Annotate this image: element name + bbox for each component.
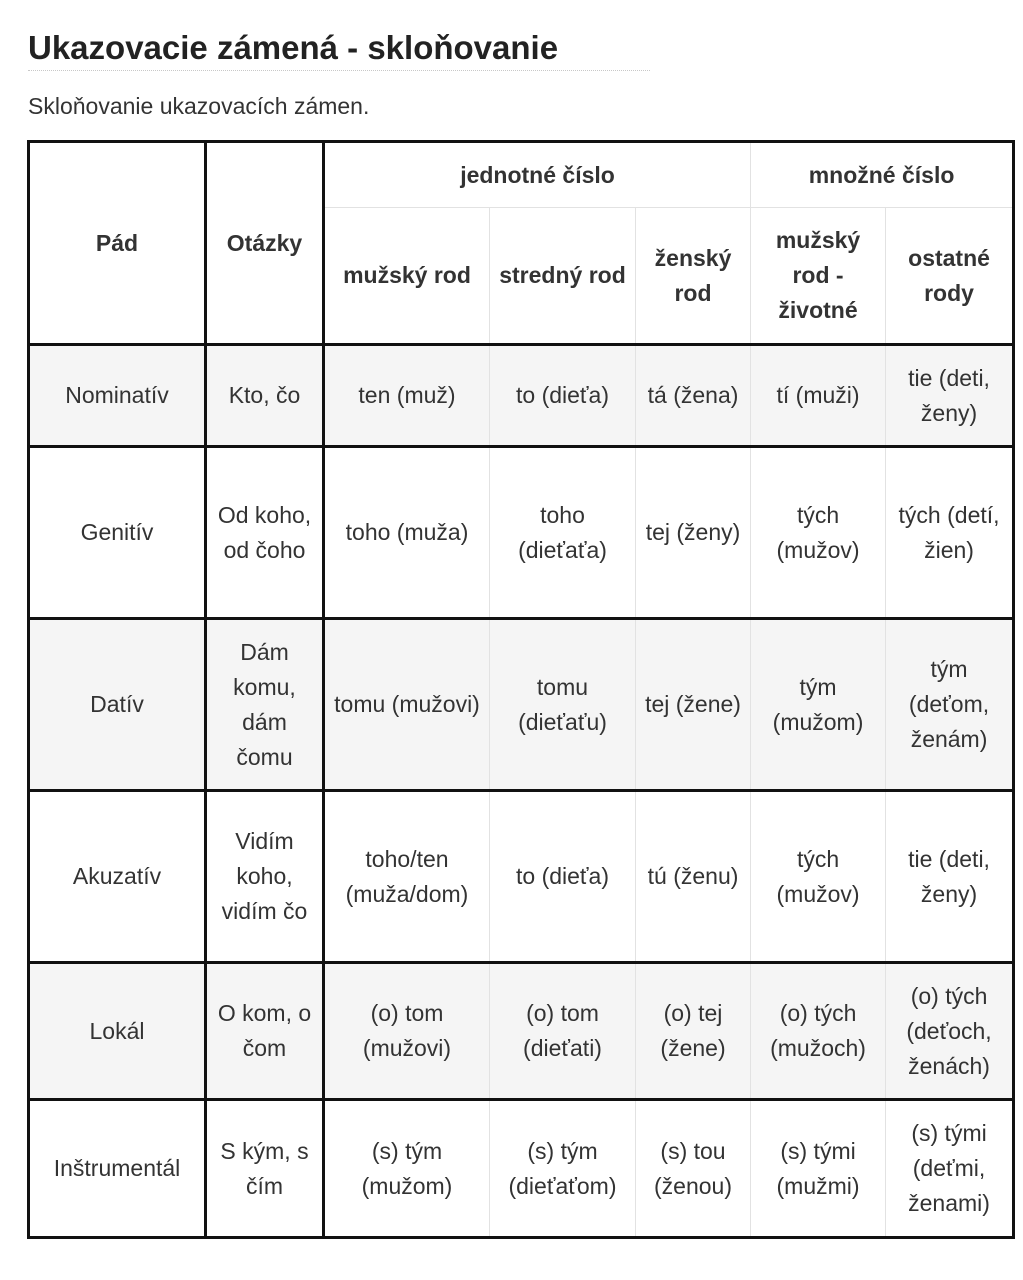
header-otazky: Otázky — [206, 142, 324, 345]
cell-other-pl: tým (deťom, ženám) — [886, 619, 1014, 791]
cell-masc-anim-pl: (o) tých (mužoch) — [751, 963, 886, 1100]
cell-pad: Lokál — [29, 963, 206, 1100]
header-singular: jednotné číslo — [324, 142, 751, 208]
cell-pad: Nominatív — [29, 345, 206, 447]
cell-other-pl: tie (deti, ženy) — [886, 345, 1014, 447]
cell-masc-anim-pl: tým (mužom) — [751, 619, 886, 791]
page-subtitle: Skloňovanie ukazovacích zámen. — [28, 93, 370, 119]
table-row — [29, 345, 1014, 447]
table-row — [29, 447, 1014, 619]
cell-masc-anim-pl: (s) tými (mužmi) — [751, 1100, 886, 1238]
cell-masc: toho (muža) — [324, 447, 490, 619]
cell-masc: (o) tom (mužovi) — [324, 963, 490, 1100]
cell-other-pl: tie (deti, ženy) — [886, 791, 1014, 963]
cell-masc-anim-pl: tí (muži) — [751, 345, 886, 447]
cell-masc: tomu (mužovi) — [324, 619, 490, 791]
cell-otazky: O kom, o čom — [206, 963, 324, 1100]
header-fem: ženský rod — [636, 208, 751, 345]
cell-pad: Inštrumentál — [29, 1100, 206, 1238]
table-row — [29, 791, 1014, 963]
cell-fem: tú (ženu) — [636, 791, 751, 963]
cell-fem: tej (ženy) — [636, 447, 751, 619]
page-title: Ukazovacie zámená - skloňovanie — [28, 28, 650, 71]
cell-pad: Akuzatív — [29, 791, 206, 963]
cell-fem: tej (žene) — [636, 619, 751, 791]
cell-other-pl: tých (detí, žien) — [886, 447, 1014, 619]
cell-pad: Datív — [29, 619, 206, 791]
cell-neut: to (dieťa) — [490, 791, 636, 963]
cell-fem: (o) tej (žene) — [636, 963, 751, 1100]
cell-otazky: Kto, čo — [206, 345, 324, 447]
cell-otazky: Dám komu, dám čomu — [206, 619, 324, 791]
cell-masc: ten (muž) — [324, 345, 490, 447]
declension-table — [27, 140, 1015, 1239]
table-row — [29, 1100, 1014, 1238]
table-row — [29, 619, 1014, 791]
header-masc-anim-pl: mužský rod - životné — [751, 208, 886, 345]
cell-neut: (s) tým (dieťaťom) — [490, 1100, 636, 1238]
cell-fem: (s) tou (ženou) — [636, 1100, 751, 1238]
cell-pad: Genitív — [29, 447, 206, 619]
header-other-pl: ostatné rody — [886, 208, 1014, 345]
cell-otazky: S kým, s čím — [206, 1100, 324, 1238]
cell-neut: tomu (dieťaťu) — [490, 619, 636, 791]
cell-masc-anim-pl: tých (mužov) — [751, 791, 886, 963]
cell-masc-anim-pl: tých (mužov) — [751, 447, 886, 619]
header-row-1 — [29, 142, 1014, 208]
cell-neut: to (dieťa) — [490, 345, 636, 447]
cell-otazky: Od koho, od čoho — [206, 447, 324, 619]
cell-other-pl: (o) tých (deťoch, ženách) — [886, 963, 1014, 1100]
header-masc: mužský rod — [324, 208, 490, 345]
cell-neut: (o) tom (dieťati) — [490, 963, 636, 1100]
header-pad: Pád — [29, 142, 206, 345]
cell-other-pl: (s) tými (deťmi, ženami) — [886, 1100, 1014, 1238]
cell-masc: (s) tým (mužom) — [324, 1100, 490, 1238]
table-row — [29, 963, 1014, 1100]
cell-masc: toho/ten (muža/dom) — [324, 791, 490, 963]
cell-neut: toho (dieťaťa) — [490, 447, 636, 619]
cell-otazky: Vidím koho, vidím čo — [206, 791, 324, 963]
header-plural: množné číslo — [751, 142, 1014, 208]
header-neut: stredný rod — [490, 208, 636, 345]
cell-fem: tá (žena) — [636, 345, 751, 447]
